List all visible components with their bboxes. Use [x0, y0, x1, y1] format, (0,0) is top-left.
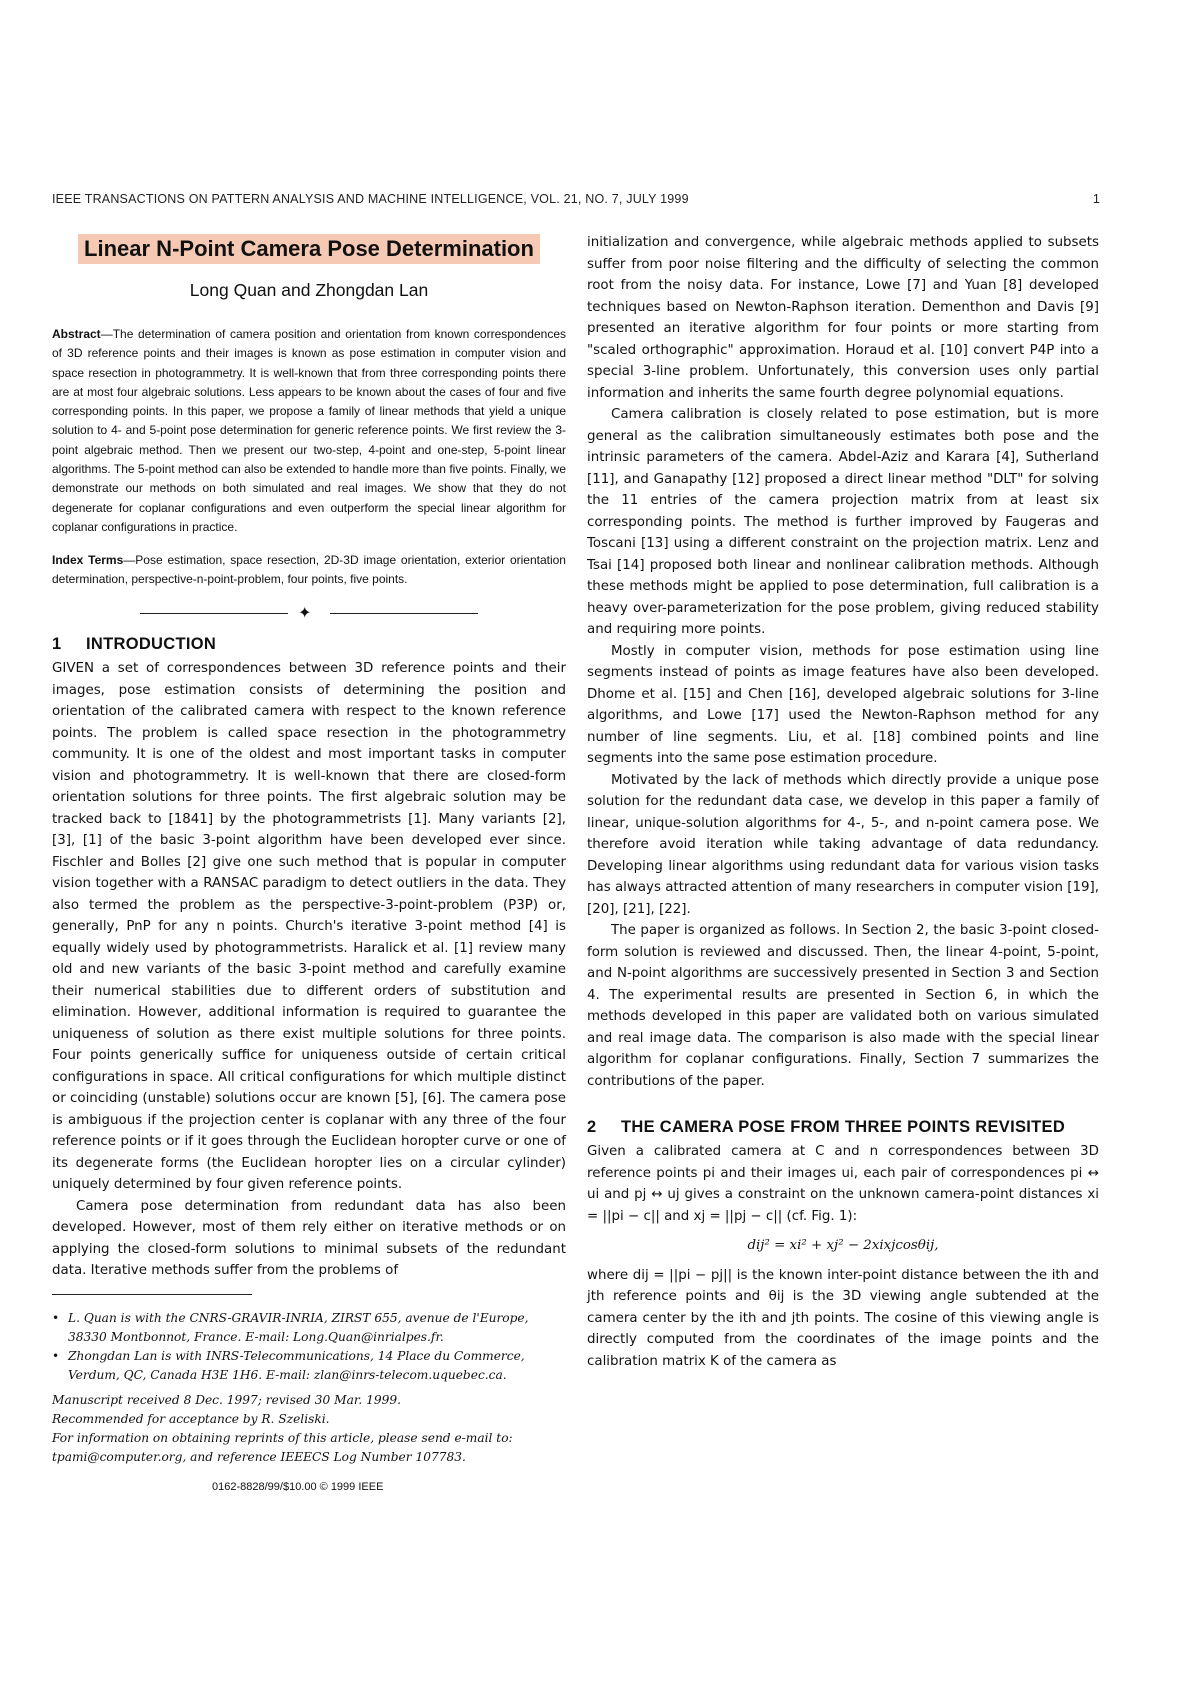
right-paragraph-4: Motivated by the lack of methods which directly provide a unique pose solution for the redundant data case, we develop in this paper a family of linear, unique-solution algorithms for 4-, 5-, and n-point camera pose. We therefore avoid iteration while taking advantage of data redundancy. Developing linear algorithms using redundant data for various vision tasks has always attracted attention of many researchers in computer vision [19], [20], [21], [22]. — [587, 772, 1099, 917]
paper-title: Linear N-Point Camera Pose Determination — [78, 234, 540, 264]
right-paragraph-3: Mostly in computer vision, methods for pose estimation using line segments instead of points as image features have also been developed. Dhome et al. [15] and Chen [16], developed algebraic solutions for 3-line algorithms, and Lowe [17] used the Newton-Raphson method for any number of line segments. Liu, et al. [18] combined points and line segments into the same pose estimation procedure. — [587, 643, 1099, 766]
abstract — [52, 325, 566, 537]
copyright-line: 0162-8828/99/$10.00 © 1999 IEEE — [212, 1480, 384, 1493]
footnote-lan: Zhongdan Lan is with INRS-Telecommunications, 14 Place du Commerce, Verdum, QC, Canada H3E 1H6. E-mail: zlan@inrs-telecom.uquebec.ca. — [68, 1348, 525, 1382]
footnotes — [52, 1309, 566, 1385]
abstract-label: Abstract — [52, 327, 101, 341]
page-number: 1 — [1092, 192, 1100, 206]
running-header — [52, 192, 1100, 206]
section-2-heading — [587, 1118, 1099, 1137]
footnote-item: • L. Quan is with the CNRS-GRAVIR-INRIA, ZIRST 655, avenue de l'Europe, 38330 Montbonnot, France. E-mail: Long.Quan@inrialpes.fr. — [52, 1309, 566, 1347]
right-column — [587, 232, 1099, 1372]
manuscript-dates: Manuscript received 8 Dec. 1997; revised 30 Mar. 1999. — [52, 1392, 401, 1407]
section-2-number: 2 — [587, 1118, 597, 1136]
abstract-text: —The determination of camera position and orientation from known correspondences of 3D reference points and their images is known as pose estimation in computer vision and space resection in photogrammetry. It is well-known that from three corresponding points there are at most four algebraic solutions. Less appears to be known about the cases of four and five corresponding points. In this paper, we propose a family of linear methods that yield a unique solution to 4- and 5-point pose determination for generic reference points. We first review the 3-point algebraic method. Then we present our two-step, 4-point and one-step, 5-point linear algorithms. The 5-point method can also be extended to handle more than five points. Finally, we demonstrate our methods on both simulated and real images. We show that they do not degenerate for coplanar configurations and even outperform the special linear algorithm for coplanar configurations in practice. — [52, 327, 566, 534]
authors: Long Quan and Zhongdan Lan — [189, 280, 429, 300]
divider-diamond-icon: ✦ — [298, 605, 312, 623]
footnote-rule — [52, 1294, 252, 1295]
footnote-quan: L. Quan is with the CNRS-GRAVIR-INRIA, ZIRST 655, avenue de l'Europe, 38330 Montbonnot, France. E-mail: Long.Quan@inrialpes.fr. — [68, 1310, 529, 1344]
index-terms-text: —Pose estimation, space resection, 2D-3D image orientation, exterior orientation determination, perspective-n-point-problem, four points, five points. — [52, 553, 566, 587]
intro-continued — [587, 232, 1099, 1092]
index-terms — [52, 551, 566, 589]
left-column — [52, 232, 566, 1493]
right-paragraph-2: Camera calibration is closely related to pose estimation, but is more general as the calibration simultaneously estimates both pose and the intrinsic parameters of the camera. Abdel-Aziz and Karara [4], Sutherland [11], and Ganapathy [12] proposed a direct linear method "DLT" for solving the 11 entries of the camera projection matrix from at least six corresponding points. The method is further improved by Faugeras and Toscani [13] using a different constraint on the projection matrix. Lenz and Tsai [14] proposed both linear and nonlinear calibration methods. Although these methods might be applied to pose determination, full calibration is a heavy over-parameterization for the pose problem, giving reduced stability and requiring more points. — [587, 407, 1099, 637]
section-2-paragraph-1: Given a calibrated camera at C and n correspondences between 3D reference points pi and their images ui, each pair of correspondences pi ↔ ui and pj ↔ uj gives a constraint on the unknown camera-point distances xi = ||pi − c|| and xj = ||pj − c|| (cf. Fig. 1): — [587, 1144, 1099, 1224]
section-1-number: 1 — [52, 635, 62, 654]
journal-line: IEEE TRANSACTIONS ON PATTERN ANALYSIS AND MACHINE INTELLIGENCE, VOL. 21, NO. 7, JULY 1999 — [52, 192, 689, 206]
section-2-paragraph-2: where dij = ||pi − pj|| is the known inter-point distance between the ith and jth reference points and θij is the 3D viewing angle subtended at the camera center by the ith and jth points. The cosine of this viewing angle is directly computed from the coordinates of the image points and the calibration matrix K of the camera as — [587, 1267, 1099, 1369]
intro-paragraph-1: GIVEN a set of correspondences between 3D reference points and their images, pose estimation consists of determining the position and orientation of the calibrated camera with respect to the known reference points. The problem is called space resection in the photogrammetry community. It is one of the oldest and most important tasks in computer vision and photogrammetry. It is well-known that there are closed-form orientation solutions for three points. The first algebraic solution may be tracked back to [1841] by the photogrammetrists [1]. Many variants [2], [3], [1] of the basic 3-point algorithm have been developed ever since. Fischler and Bolles [2] give one such method that is popular in computer vision together with a RANSAC paradigm to detect outliers in the data. They also termed the problem as the perspective-3-point-problem (P3P) or, generally, PnP for any n points. Church's iterative 3-point method [4] is equally widely used by photogrammetrists. Haralick et al. [1] review many old and new variants of the basic 3-point method and carefully examine their numerical stabilities due to different orders of substitution and elimination. However, additional information is required to guarantee the uniqueness of solution as there exist multiple solutions for three points. Four points generically suffice for uniqueness outside of certain critical configurations in space. All critical configurations for which multiple distinct or coinciding (unstable) solutions occur are known [5], [6]. The camera pose is ambiguous if the projection center is coplanar with any three of the four reference points or if it goes through the Euclidean horopter curve or one of its degenerate forms (the Euclidean horopter lies on a circular cylinder) uniquely determined by four given reference points. — [52, 661, 566, 1193]
footnote-item: • Zhongdan Lan is with INRS-Telecommunications, 14 Place du Commerce, Verdum, QC, Canada H3E 1H6. E-mail: zlan@inrs-telecom.uquebec.ca. — [52, 1347, 566, 1385]
section-1-heading — [52, 635, 566, 654]
section-2-body — [587, 1141, 1099, 1372]
manuscript-meta — [52, 1391, 566, 1467]
distance-equation: dij² = xi² + xj² − 2xixjcosθij, — [747, 1238, 939, 1253]
section-divider — [52, 603, 566, 623]
index-terms-label: Index Terms — [52, 553, 124, 568]
right-paragraph-5: The paper is organized as follows. In Section 2, the basic 3-point closed-form solution is reviewed and discussed. Then, the linear 4-point, 5-point, and N-point algorithms are successively presented in Section 3 and Section 4. The experimental results are presented in Section 6, in which the methods developed in this paper are validated both on various simulated and real image data. The comparison is also made with the special linear algorithm for coplanar configurations. Finally, Section 7 summarizes the contributions of the paper. — [587, 923, 1099, 1089]
section-1-title: INTRODUCTION — [86, 635, 217, 654]
recommended-by: Recommended for acceptance by R. Szeliski. — [52, 1411, 330, 1426]
right-paragraph-1: initialization and convergence, while algebraic methods applied to subsets suffer from poor noise filtering and the difficulty of selecting the common root from the noisy data. For instance, Lowe [7] and Yuan [8] developed techniques based on Newton-Raphson iteration. Dementhon and Davis [9] presented an iterative algorithm for four points or more starting from "scaled orthographic" approximation. Horaud et al. [10] convert P4P into a special 3-line problem. Unfortunately, this conversion uses only partial information and inherits the same fourth degree polynomial equations. — [587, 235, 1099, 401]
reprints-info: For information on obtaining reprints of this article, please send e-mail to: tpami@computer.org, and reference IEEECS Log Number 107783. — [52, 1430, 513, 1464]
section-2-title: THE CAMERA POSE FROM THREE POINTS REVISITED — [621, 1118, 1066, 1136]
intro-paragraph-2: Camera pose determination from redundant data has also been developed. However, most of them rely either on iterative methods or on applying the closed-form solutions to minimal subsets of the redundant data. Iterative methods suffer from the problems of — [52, 1198, 566, 1279]
section-1-body — [52, 658, 566, 1282]
